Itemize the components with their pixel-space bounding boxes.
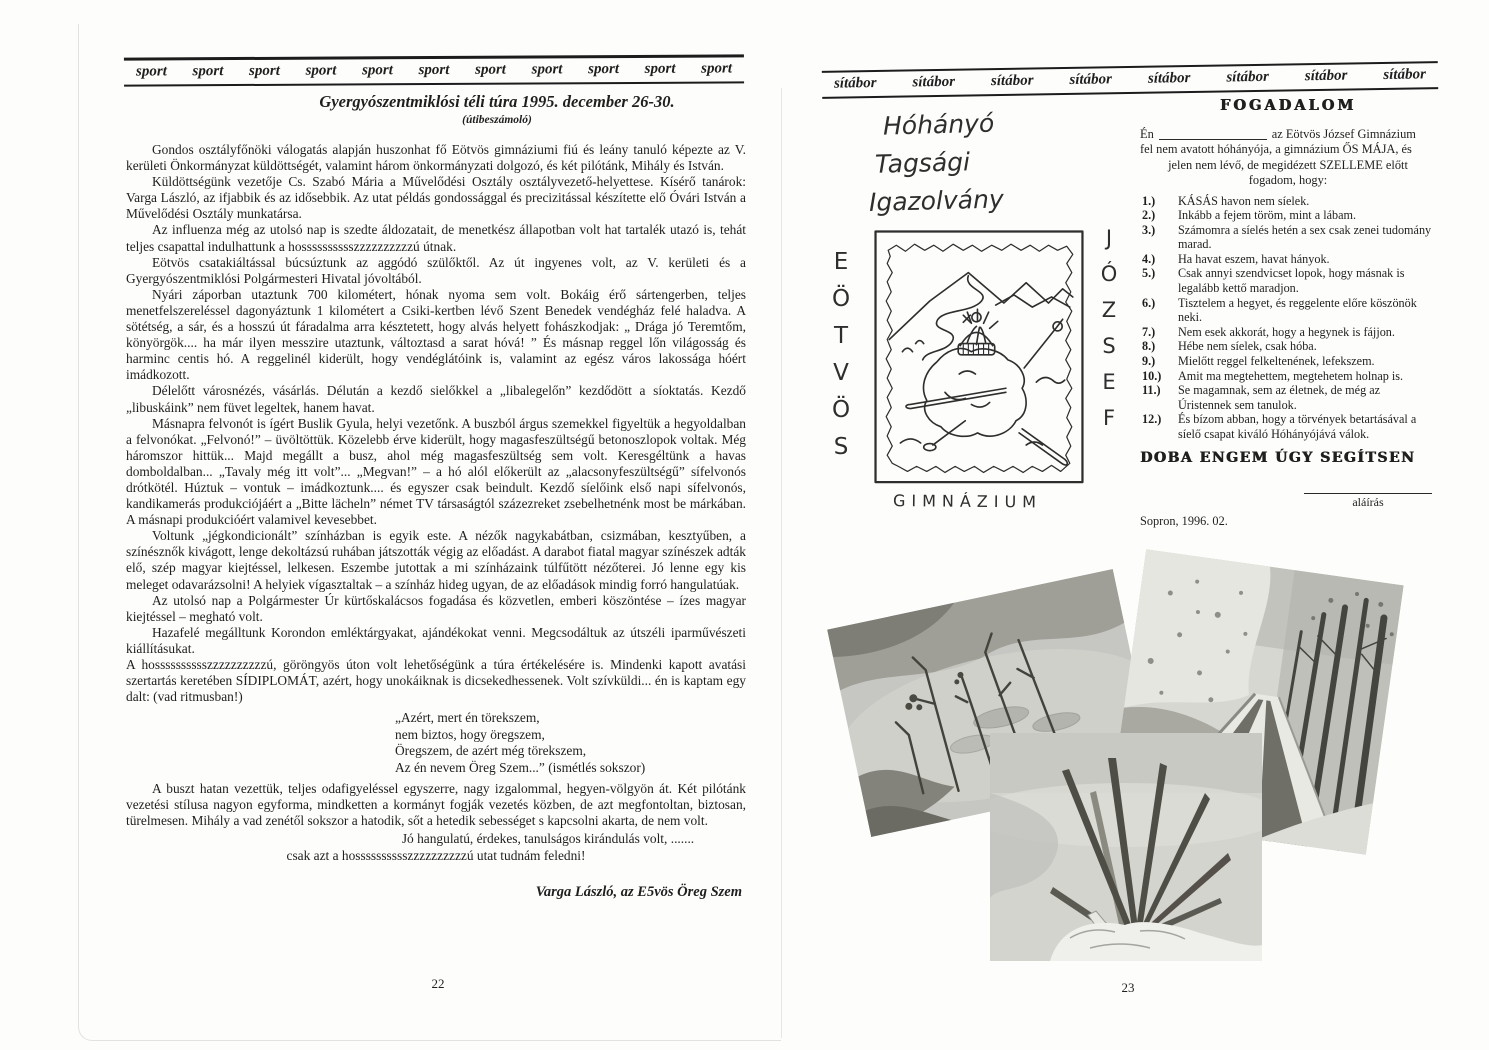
header-word: sport bbox=[362, 62, 393, 79]
pledge-item-text: Tisztelem a hegyet, és reggelente előre köszönök neki. bbox=[1178, 295, 1417, 325]
sport-header-band bbox=[124, 54, 744, 86]
paragraph: A hosssssssssszzzzzzzzzzú, göröngyös úton volt lehetőségünk a túra értékelésére is. Mindenki kapott avatási szertartás keretében SÍDIPLOMÁT, azért, hogy unokáiknak is dicsekedhessenek. Volt szívküldi... én is kaptam egy dalt: (vad ritmusban!) bbox=[126, 657, 746, 705]
poem-line: nem biztos, hogy öregszem, bbox=[395, 726, 545, 742]
closing-line: Jó hangulatú, érdekes, tanulságos kirándulás volt, ....... bbox=[401, 830, 695, 846]
pledge-item bbox=[1140, 339, 1436, 354]
pledge-item bbox=[1140, 208, 1436, 223]
pledge-item-number: 11.) bbox=[1142, 383, 1161, 398]
page-number: 23 bbox=[1121, 980, 1135, 995]
article-body bbox=[126, 142, 746, 900]
pledge-intro-line: fel nem avatott hóhányója, a gimnázium ŐS MÁJA, és bbox=[1140, 142, 1412, 156]
vertical-letter: Z bbox=[1101, 298, 1117, 322]
header-word: sport bbox=[248, 62, 280, 79]
pledge-item bbox=[1140, 369, 1436, 384]
pledge-item-text: Ha havat eszem, havat hányok. bbox=[1178, 251, 1330, 266]
vertical-letter: Ö bbox=[831, 286, 851, 312]
closing-lines bbox=[126, 831, 746, 864]
poem-line: „Azért, mert én törekszem, bbox=[395, 710, 540, 726]
page-number: 22 bbox=[431, 976, 445, 991]
pledge-item-number: 5.) bbox=[1142, 266, 1156, 281]
header-word: sport bbox=[531, 61, 563, 78]
paragraph: Másnapra felvonót is ígért Buslik Gyula, helyi vezetőnk. A buszból árgus szemekkel figyeltük a hegyoldalban a felvonókat. „Felvonó!” – üvöltöttük. Közelebb érve kiderült, hogy magasfeszültségű betonoszlopok voltak. Még háromszor hittük... Majd megállt a busz, ahol még magasfeszültség sem volt. Keresgéltünk a havas domboldalban... „Tavaly még itt volt”... „Megvan!” – a hó alól előkerült az „alacsonyfeszültségű” sífelvonós drótkötél. Húztuk – vontuk – imádkoztunk.... és egyszer csak beindult. Kezdő síelőink első napi sífelvonós, kandikamerás produkciójáért a „Bitte lächeln” német TV társaságtól százezreket zsebelhetnénk most be márkában. A másnapi produkcióért valamivel kevesebbet. bbox=[126, 415, 746, 528]
pledge-item-number: 9.) bbox=[1142, 354, 1156, 369]
header-word: sítábor bbox=[1304, 67, 1348, 85]
paragraph: Az utolsó nap a Polgármester Úr kürtőskalácsos fogadása és közvetlen, emberi köszöntése – ízes magyar kiejtéssel – megható volt. bbox=[126, 592, 746, 624]
pledge-item-text: És bízom abban, hogy a törvények betartásával a síelő csapat kiváló Hóhányójává válok. bbox=[1178, 412, 1417, 441]
poem bbox=[395, 710, 746, 776]
header-word: sítábor bbox=[1147, 70, 1191, 87]
signature-label: aláírás bbox=[1352, 495, 1384, 510]
header-word: sport bbox=[644, 60, 676, 77]
pledge-item-text: Hébe nem síelek, csak hóba. bbox=[1178, 339, 1317, 354]
header-word: sítábor bbox=[912, 73, 956, 91]
handwritten-line: Tagsági bbox=[874, 147, 971, 179]
header-word: sport bbox=[305, 62, 337, 79]
photo-snow-plant bbox=[990, 733, 1262, 961]
vertical-letter: S bbox=[833, 434, 849, 460]
pledge-section bbox=[1140, 98, 1436, 529]
pledge-intro-en: Én bbox=[1140, 126, 1154, 141]
pledge-item-text: KÁSÁS havon nem síelek. bbox=[1178, 193, 1310, 208]
vertical-word-eotvos bbox=[828, 244, 854, 466]
header-word: sport bbox=[418, 61, 450, 79]
page-gutter-line bbox=[781, 88, 782, 1038]
article-title: Gyergyószentmiklósi téli túra 1995. december 26-30. bbox=[319, 92, 675, 111]
pledge-item-text: Amit ma megtehettem, megtehetem holnap is. bbox=[1178, 368, 1404, 383]
pledge-item bbox=[1140, 194, 1436, 209]
paragraph: Küldöttségünk vezetője Cs. Szabó Mária a Művelődési Osztály osztályvezető-helyettese. Kísérő tanárok: Varga László, az ifjabbik és az idősebbik. Az utat példás gondossággal és precizitással készítette elő Óvári István a Művelődési Osztály munkatársa. bbox=[126, 174, 746, 222]
author-signature: Varga László, az E5vös Öreg Szem bbox=[535, 884, 742, 901]
pledge-item bbox=[1140, 325, 1436, 340]
header-word: sítábor bbox=[1226, 68, 1270, 86]
pledge-item bbox=[1140, 223, 1436, 252]
vertical-letter: J bbox=[1105, 226, 1113, 250]
poem-line: Az én nevem Öreg Szem...” (ismétlés sokszor) bbox=[395, 760, 646, 776]
pledge-item bbox=[1140, 412, 1436, 441]
pledge-item-text: Nem esek akkorát, hogy a hegynek is fájjon. bbox=[1178, 324, 1395, 339]
handwritten-card-title bbox=[868, 104, 1005, 221]
vertical-letter: F bbox=[1102, 406, 1116, 430]
pledge-item bbox=[1140, 266, 1436, 295]
place-date: Sopron, 1996. 02. bbox=[1140, 513, 1228, 528]
pledge-item-number: 1.) bbox=[1142, 193, 1156, 208]
header-word: sítábor bbox=[833, 74, 877, 92]
header-word: sítábor bbox=[1069, 71, 1113, 88]
poem-line: Öregszem, de azért még törekszem, bbox=[395, 743, 587, 759]
paragraph: Gondos osztályfőnöki válogatás alapján huszonhat fő Eötvös gimnáziumi fiú és leány tanuló képezte az V. kerületi Önkormányzat küldöttségét, valamint három önkormányzati dolgozó, és két pilótánk, Mihály és István. bbox=[126, 142, 746, 174]
pledge-item-text: Mielőtt reggel felkeltenének, lefekszem. bbox=[1178, 354, 1375, 369]
pledge-item-number: 4.) bbox=[1142, 251, 1156, 266]
sitabor-header-band bbox=[822, 61, 1438, 99]
header-word: sport bbox=[192, 63, 224, 80]
paragraph: Eötvös csatakiáltással búcsúztunk az aggódó szülőktől. Az út ingyenes volt, az V. kerületi és a Gyergyószentmiklósi Polgármesteri Hivatal jóvoltából. bbox=[126, 254, 746, 286]
pledge-item-number: 7.) bbox=[1142, 324, 1156, 339]
pledge-item-text: Számomra a síelés hetén a sex csak zenei tudomány marad. bbox=[1178, 222, 1432, 252]
pledge-item-text: Csak annyi szendvicset lopok, hogy másnak is legalább kettő maradjon. bbox=[1178, 266, 1405, 296]
paragraph: Délelőtt városnézés, vásárlás. Délután a kezdő sielőkkel a „libalegelőn” kezdődött a síoktatás. Kezdő „libuskáink” nem füvet legeltek, hanem havat. bbox=[126, 383, 746, 415]
pledge-item bbox=[1140, 354, 1436, 369]
header-word: sítábor bbox=[990, 72, 1034, 90]
vertical-word-jozsef bbox=[1096, 220, 1122, 436]
pledge-heading: FOGADALOM bbox=[1219, 97, 1357, 114]
vertical-letter: E bbox=[1102, 370, 1116, 394]
vertical-letter: Ó bbox=[1100, 262, 1118, 286]
pledge-item bbox=[1140, 252, 1436, 267]
header-word: sport bbox=[475, 61, 506, 78]
pledge-item bbox=[1140, 383, 1436, 412]
name-blank-line bbox=[1159, 128, 1267, 140]
paragraph: Nyári záporban utaztunk 700 kilométert, hónak nyoma sem volt. Bokáig érő sártengerben, teljes menetfelszereléssel dagonyáztunk 1 kilométert a Csiki-kertben lévő Szent Benedek vendégház felé haladva. A sötétség, a sár, és a hosszú út fáradalma arra késztetett, hogy alvás helyett fohászkodjak: „ Drága jó Teremtőm, könyörgök.... ha már ilyen messzire utaztunk, változtasd a sarat hóvá! ” És másnap reggel lőn világosság és harminc centis hó. A reggelinél kiderült, hogy vendéglátóink is, valamint az egész város lakossága hóért imádkozott. bbox=[126, 286, 746, 383]
pledge-item-number: 10.) bbox=[1142, 368, 1162, 383]
pledge-item-number: 8.) bbox=[1142, 339, 1156, 354]
pledge-intro-rest: az Eötvös József Gimnázium bbox=[1271, 126, 1416, 141]
handwritten-line: Igazolvány bbox=[868, 184, 1005, 217]
pledge-item-text: Inkább a fejem töröm, mint a lábam. bbox=[1178, 208, 1357, 223]
ski-stamp-illustration bbox=[874, 230, 1084, 482]
pledge-item-number: 3.) bbox=[1142, 222, 1156, 237]
header-word: sport bbox=[701, 60, 733, 77]
paragraph: Hazafelé megálltunk Korondon emléktárgyakat, ajándékokat venni. Megcsodáltuk az útszéli iparművészeti kiállításukat. bbox=[126, 624, 746, 656]
vertical-letter: V bbox=[833, 360, 849, 386]
pledge-item bbox=[1140, 296, 1436, 325]
pledge-list bbox=[1140, 194, 1436, 442]
vertical-letter: E bbox=[833, 249, 849, 275]
pledge-item-number: 12.) bbox=[1142, 412, 1162, 427]
vertical-letter: T bbox=[833, 323, 849, 349]
handwritten-line: Hóhányó bbox=[882, 108, 995, 141]
pledge-item-number: 2.) bbox=[1142, 208, 1156, 223]
signature-line bbox=[1304, 483, 1432, 494]
header-word: sítábor bbox=[1383, 66, 1426, 84]
closing-line: csak azt a hosssssssssszzzzzzzzzzú utat tudnám feledni! bbox=[286, 847, 586, 863]
paragraph: Voltunk „jégkondicionált” színházban is egyik este. A nézők nagykabátban, csizmában, kesztyűben, a színésznők kivágott, lenge dekoltázsú ruhában játszották végig az előadást. A darabot fiatal magyar színészek adták elő, szép magyar kiejtéssel, lelkesen. Eszembe jutottak a mi színházaink túlfűtött nézőterei. Jó lenne egy kis meleget odavarázsolni! A helyiek vígasztaltak – a színház hideg ugyan, de az előadások mindig forró hangulatúak. bbox=[126, 528, 746, 592]
paragraph: A buszt hatan vezettük, teljes odafigyeléssel egyszerre, nagy izgalommal, hegyen-völgyön át. Két pilótánk vezetési stílusa nagyon egyforma, mindketten a kormányt fogják vezetés közben, de azt megfontoltan, biztosan, türelmesen. Mihály a vad zenétől sokszor a hatodik, sőt a hetedik sebességet s kapcsolni akarta, de nem volt. bbox=[126, 780, 746, 828]
vertical-letter: S bbox=[1102, 334, 1116, 358]
pledge-intro-line: fogadom, hogy: bbox=[1248, 173, 1328, 187]
header-word: sport bbox=[135, 63, 167, 80]
oath-line: DOBA ENGEM ÚGY SEGÍTSEN bbox=[1140, 449, 1416, 466]
pledge-item-number: 6.) bbox=[1142, 295, 1156, 310]
card-caption: GIMNÁZIUM bbox=[892, 491, 1043, 512]
paragraph: Az influenza még az utolsó nap is szedte áldozatait, de menetkész állapotban volt hat tartalék utazó is, tehát teljes csapattal indulhattunk a hosssssssssszzzzzzzzzzú útnak. bbox=[126, 222, 746, 254]
article-subtitle: (útibeszámoló) bbox=[462, 114, 532, 126]
pledge-item-text: Se magamnak, sem az életnek, de még az Úristennek sem tanulok. bbox=[1178, 383, 1381, 412]
header-word: sport bbox=[588, 61, 620, 78]
vertical-letter: Ö bbox=[831, 397, 851, 423]
pledge-intro-line: jelen nem lévő, de megidézett SZELLEME előtt bbox=[1168, 157, 1408, 172]
pledge-intro bbox=[1140, 127, 1436, 189]
